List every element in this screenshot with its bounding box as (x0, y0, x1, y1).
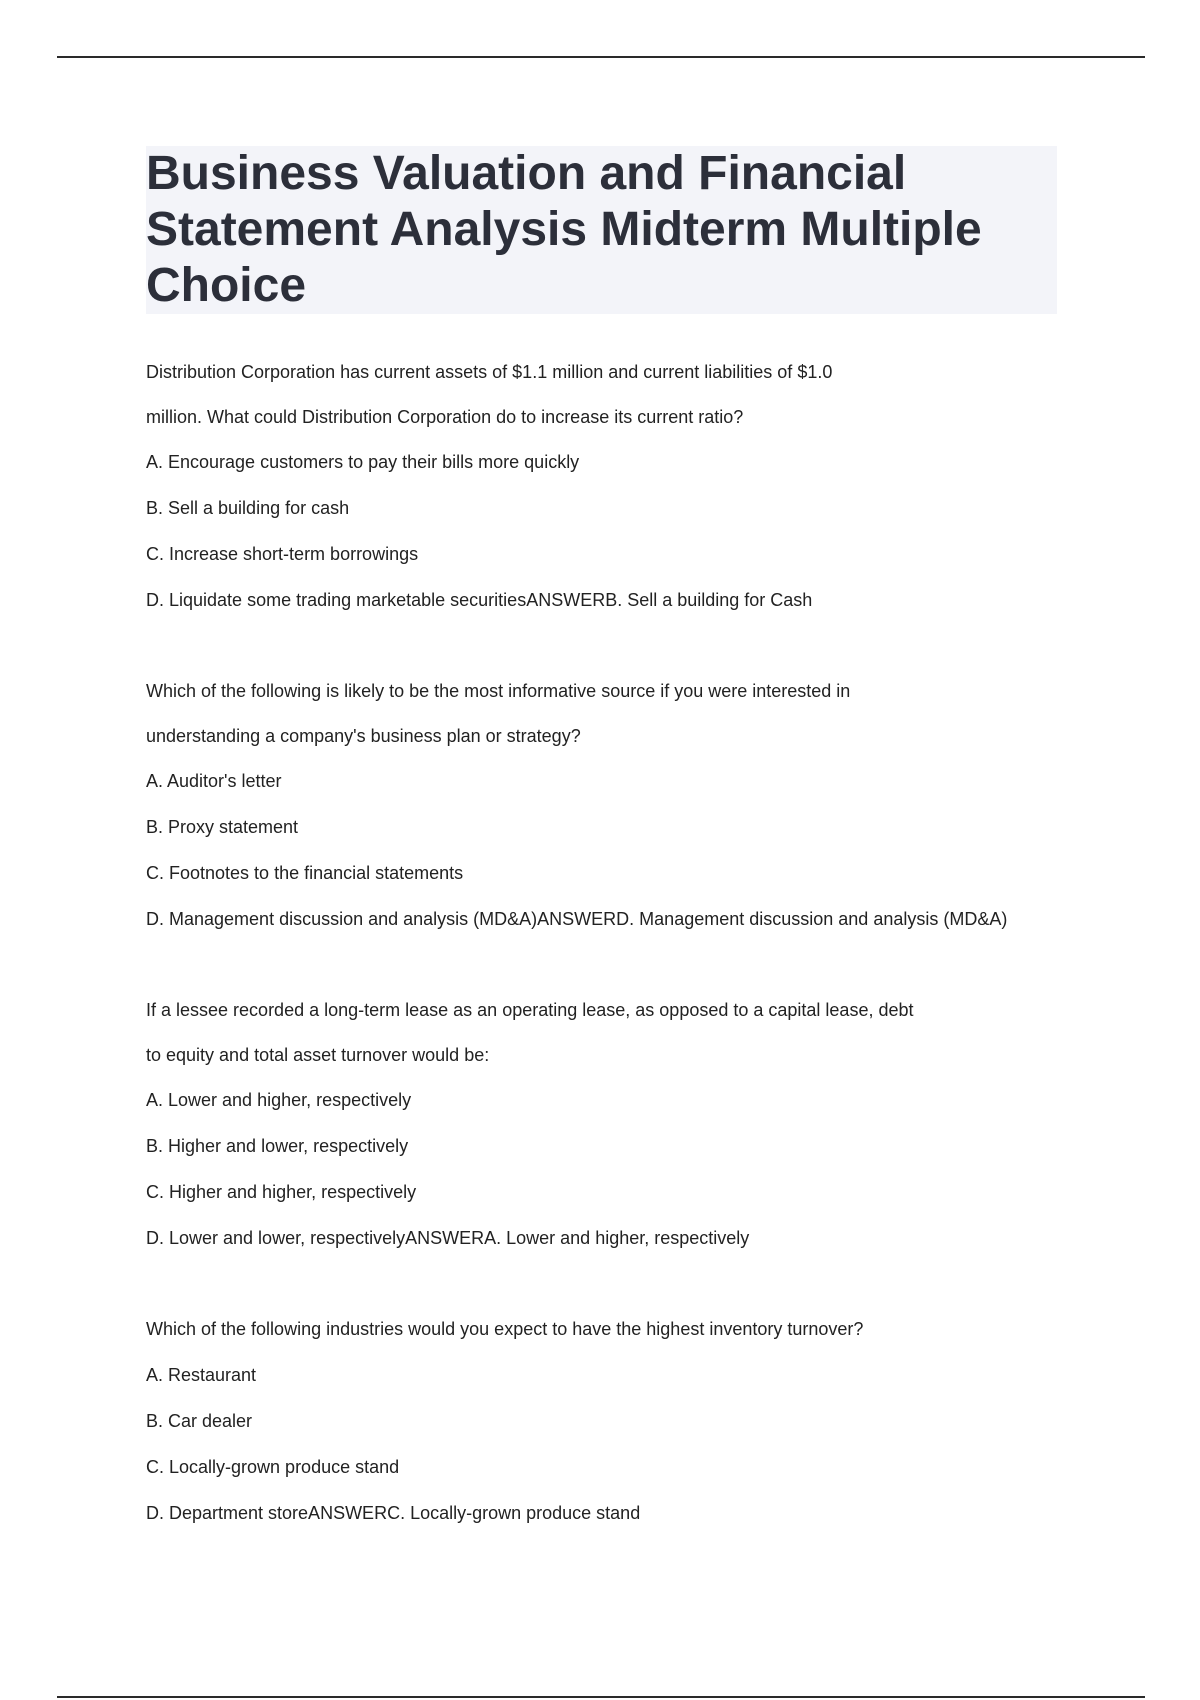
option-a: A. Encourage customers to pay their bills more quickly (146, 452, 580, 472)
question-text: If a lessee recorded a long-term lease as an operating lease, as opposed to a capital lease, debt (146, 1000, 914, 1020)
option-a: A. Lower and higher, respectively (146, 1090, 412, 1110)
question-block (146, 669, 1051, 942)
bottom-rule (57, 1696, 1145, 1698)
question-text: Which of the following is likely to be the most informative source if you were interested in (146, 681, 851, 701)
question-text: Distribution Corporation has current assets of $1.1 million and current liabilities of $1.0 (146, 362, 833, 382)
document-body (146, 146, 1051, 1536)
top-rule (57, 56, 1145, 58)
option-d-with-answer: D. Management discussion and analysis (MD&A)ANSWERD. Management discussion and analysis (MD&A) (146, 909, 1008, 929)
question-block (146, 1307, 1051, 1536)
option-c: C. Locally-grown produce stand (146, 1456, 400, 1477)
option-a: A. Restaurant (146, 1364, 257, 1385)
option-b: B. Higher and lower, respectively (146, 1136, 409, 1156)
option-b: B. Proxy statement (146, 817, 299, 837)
option-c: C. Increase short-term borrowings (146, 544, 419, 564)
question-text: Which of the following industries would you expect to have the highest inventory turnover? (146, 1319, 864, 1339)
question-text: understanding a company's business plan or strategy? (146, 725, 581, 746)
option-b: B. Car dealer (146, 1410, 253, 1431)
question-text: million. What could Distribution Corporation do to increase its current ratio? (146, 406, 744, 427)
option-d-with-answer: D. Lower and lower, respectivelyANSWERA. Lower and higher, respectively (146, 1228, 750, 1248)
option-b: B. Sell a building for cash (146, 498, 350, 518)
question-block (146, 988, 1051, 1261)
question-block (146, 350, 1051, 623)
page-title: Business Valuation and Financial Statement Analysis Midterm Multiple Choice (146, 147, 982, 312)
option-c: C. Higher and higher, respectively (146, 1182, 417, 1202)
question-text: to equity and total asset turnover would be: (146, 1044, 490, 1065)
option-d-with-answer: D. Department storeANSWERC. Locally-grown produce stand (146, 1502, 641, 1523)
option-d-with-answer: D. Liquidate some trading marketable securitiesANSWERB. Sell a building for Cash (146, 590, 813, 610)
option-a: A. Auditor's letter (146, 771, 282, 791)
option-c: C. Footnotes to the financial statements (146, 863, 464, 883)
title-box (146, 146, 1057, 314)
